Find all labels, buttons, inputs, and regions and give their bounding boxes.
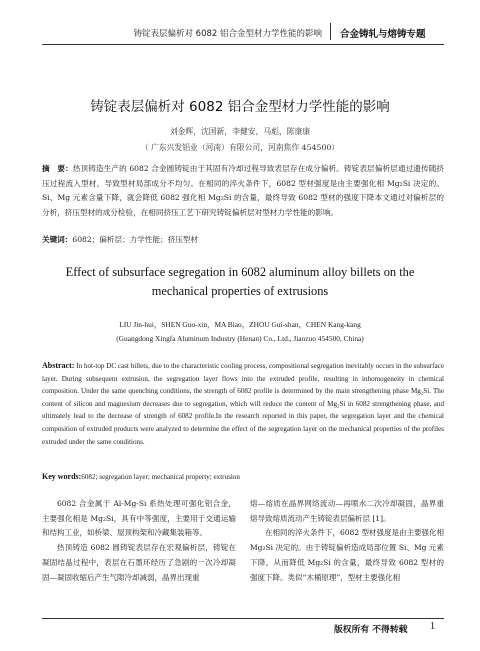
keywords-en-label: Key words: bbox=[42, 472, 82, 481]
paper-title-en: Effect of subsurface segregation in 6082 aluminum alloy billets on the mechanical properties of extrusions bbox=[65, 265, 415, 298]
authors-en: LIU Jin-hui，SHEN Guo-xin，MA Biao，ZHOU Gui-shan，CHEN Kang-kang bbox=[119, 320, 361, 329]
abstract-cn-label: 摘 要： bbox=[42, 164, 73, 173]
keywords-en-text: 6082; segregation layer; mechanical property; extrusion bbox=[81, 473, 240, 481]
body-paragraph: 在相同的淬火条件下，6082 型材强度是由主要强化相 Mg₂Si 决定的。由于铸锭偏析造成局部位置 Si、Mg 元素下降，从而降低 Mg₂Si 的含量，最终导致 6082 型材的强度下降。类似“木桶原理”，型材主要强化相 bbox=[250, 528, 444, 582]
authors-cn: 刘金辉，沈国新，李健安，马彪，陈康康 bbox=[169, 127, 311, 136]
body-column-left bbox=[42, 497, 236, 585]
keywords-en bbox=[42, 472, 444, 481]
running-header-section: 合金铸轧与熔铸专题 bbox=[340, 29, 426, 40]
body-paragraph: 热顶铸造 6082 圆铸锭表层存在宏观偏析层，铸锭在凝固结晶过程中，表层在石墨环经历了急剧的一次冷却凝固—凝固收缩后产生气隙冷却减弱，晶界出现重 bbox=[42, 543, 236, 582]
body-paragraph: 6082 合金属于 Al-Mg-Si 系热处理可强化铝合金，主要强化相是 Mg₂Si，具有中等强度，主要用于交通运输和结构工业，如桥梁、屋顶构架和冷藏集装箱等。 bbox=[42, 499, 236, 538]
header-divider bbox=[330, 23, 331, 40]
copyright-notice: 版权所有 不得转载 bbox=[334, 625, 408, 635]
keywords-cn bbox=[42, 234, 444, 245]
abstract-en-label: Abstract: bbox=[42, 361, 75, 370]
body-paragraph: 熔—熔质在晶界网络流动—再喷水二次冷却凝固，晶界重熔导致熔质流动产生铸锭表层偏析层 [1]。 bbox=[250, 499, 444, 523]
keywords-cn-text: 6082；偏析层；力学性能；挤压型材 bbox=[72, 235, 199, 244]
header-rule bbox=[42, 44, 444, 45]
running-header bbox=[0, 0, 480, 44]
affiliation-cn: （ 广东兴发铝业（河南）有限公司，河南焦作 454500） bbox=[140, 143, 340, 152]
affiliation-en: (Guangdong Xingfa Aluminum Industry (Henan) Co., Ltd., Jiaozuo 454500, China) bbox=[116, 334, 364, 343]
abstract-cn-text: 热顶铸造生产的 6082 合金圆铸锭由于其固有冷却过程导致表层存在成分偏析。铸锭表层偏析层通过遗传随挤压过程流入型材，导致型材局部成分不均匀。在相同的淬火条件下，6082 型材强度是由主要强化相 Mg₂Si 决定的。Si、Mg 元素含量下降，就会降低 6082 强化相 Mg₂Si 的含量，最终导致 6082 型材的强度下降本文通过对偏析层的分析，挤压型材的成分检验，在相同挤压工艺下研究铸锭偏析层对型材力学性能的影响。 bbox=[42, 164, 445, 217]
keywords-cn-label: 关键词： bbox=[42, 235, 73, 244]
body-column-right bbox=[250, 497, 444, 585]
paper-title-cn: 铸锭表层偏析对 6082 铝合金型材力学性能的影响 bbox=[90, 99, 390, 115]
abstract-cn bbox=[42, 162, 444, 220]
abstract-en-text: In hot-top DC cast billets, due to the characteristic cooling process, compositional segregation inevitably occurs in the subsurface layer. During subsequent extrusion, the segregation layer flows into the extruded profile, resulting in inhomogeneity in chemical composition. Under the same quenching conditions, the strength of 6082 profile is determined by the main strengthening phase Mg₂Si. The content of silicon and magnesium decreases due to segregation, which will reduce the content of Mg₂Si in 6082 strengthening phase, and ultimately lead to the decrease of strength of 6082 profile.In the research reported in this paper, the segregation layer and the chemical composition of extruded products were analyzed to determine the effect of the segregation layer on the mechanical properties of the profiles extruded under the same conditions. bbox=[42, 362, 444, 446]
running-header-title: 铸锭表层偏析对 6082 铝合金型材力学性能的影响 bbox=[133, 29, 322, 39]
abstract-en bbox=[42, 360, 444, 448]
page-number: 1 bbox=[430, 621, 435, 632]
footer-rule bbox=[42, 618, 444, 619]
